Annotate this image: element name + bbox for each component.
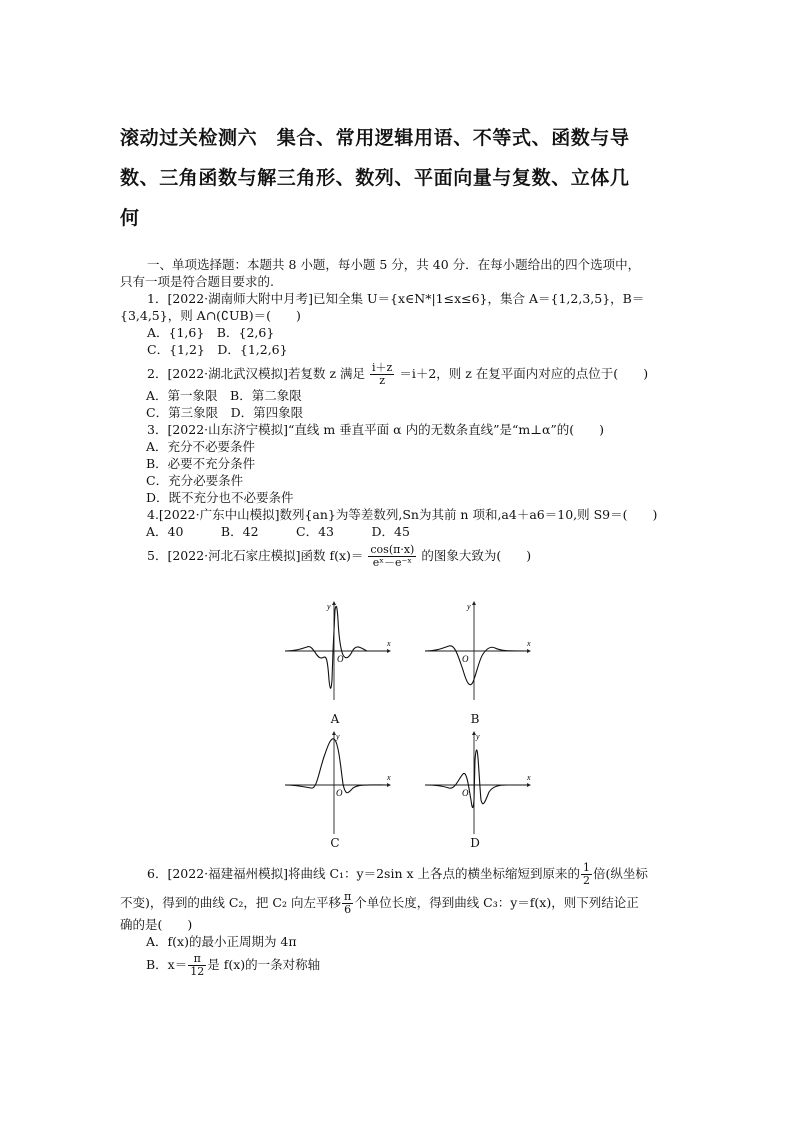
question-list — [120, 256, 687, 569]
q6-block — [120, 861, 692, 978]
graph-a-plot — [283, 600, 403, 710]
graph-c-x-arrow — [387, 783, 391, 787]
q6-option-b-suffix: 是 f(x)的一条对称轴 — [207, 957, 321, 972]
graph-c-x-label: x — [387, 773, 391, 782]
q6-half-den: 2 — [583, 874, 591, 887]
q6-pi6-num: π — [343, 890, 352, 903]
q2-fraction — [370, 362, 394, 387]
q6-fraction-pi12 — [188, 953, 206, 978]
graph-b-y-label: y — [467, 602, 471, 611]
graph-b-origin: O — [462, 654, 469, 664]
q2-options-cd: C．第三象限 D．第四象限 — [146, 405, 304, 420]
graph-d-label: D — [470, 836, 480, 850]
page-title — [120, 118, 680, 238]
q4-stem: 4.[2022·广东中山模拟]数列{an}为等差数列,Sn为其前 n 项和,a4＋a6＝10,则 S9＝( ) — [147, 507, 658, 522]
graph-a-y-label: y — [327, 602, 331, 611]
q6-line-1-suffix: 倍(纵坐标 — [593, 866, 648, 881]
graph-d-y-label: y — [476, 732, 480, 741]
graph-a-y-arrow — [332, 601, 336, 605]
graph-b-x-arrow — [527, 649, 531, 653]
q5-stem — [147, 544, 687, 569]
q6-pi12-den: 12 — [190, 965, 205, 978]
q2-options-ab: A．第一象限 B．第二象限 — [146, 388, 302, 403]
graph-d-origin: O — [462, 788, 469, 798]
q6-line-2 — [120, 891, 692, 916]
q6-option-a: A．f(x)的最小正周期为 4π — [146, 934, 297, 949]
graph-a-origin: O — [337, 654, 344, 664]
graph-b-label: B — [470, 712, 480, 726]
graph-c-origin: O — [336, 788, 343, 798]
graph-c-y-label: y — [336, 732, 340, 741]
q6-pi6-den: 6 — [344, 903, 352, 916]
graph-d-x-arrow — [527, 783, 531, 787]
q4-options: A．40 B．42 C．43 D．45 — [146, 524, 410, 539]
graph-d — [423, 730, 543, 855]
q5-fraction — [368, 544, 416, 569]
title-line-3: 何 — [120, 207, 140, 229]
graph-b-plot — [423, 600, 543, 710]
q6-line-1-prefix: 6．[2022·福建福州模拟]将曲线 C₁：y＝2sin x 上各点的横坐标缩短到原来的 — [147, 866, 581, 881]
q2-prefix: 2．[2022·湖北武汉模拟]若复数 z 满足 — [147, 366, 366, 381]
graph-c-plot — [283, 730, 403, 840]
q6-option-b-prefix: B．x＝ — [146, 957, 188, 972]
q1-options-ab: A．{1,6} B．{2,6} — [147, 325, 275, 340]
graph-b-y-arrow — [472, 601, 476, 605]
q3-stem: 3．[2022·山东济宁模拟]“直线 m 垂直平面 α 内的无数条直线”是“m⊥α”的( ) — [147, 422, 605, 437]
q1-line-2: {3,4,5}，则 A∩(∁UB)＝( ) — [120, 308, 301, 323]
graph-b-curve — [425, 646, 527, 685]
q6-half-num: 1 — [583, 861, 591, 874]
q2-frac-den: z — [379, 374, 386, 387]
graph-a-x-arrow — [387, 649, 391, 653]
graph-a-x-label: x — [387, 639, 391, 648]
q6-pi12-num: π — [188, 953, 206, 966]
q3-option-b: B．必要不充分条件 — [146, 456, 256, 471]
q5-frac-den: eˣ－e⁻ˣ — [372, 556, 412, 569]
section-heading-line-1: 一、单项选择题：本题共 8 小题，每小题 5 分，共 40 分．在每小题给出的四个选项中， — [147, 257, 641, 272]
q2-stem — [147, 362, 687, 387]
q6-line-2-prefix: 不变)，得到的曲线 C₂，把 C₂ 向左平移 — [120, 895, 341, 910]
q5-frac-num: cos(π·x) — [370, 543, 415, 556]
q5-suffix: 的图象大致为( ) — [421, 548, 532, 563]
q6-line-2-suffix: 个单位长度，得到曲线 C₃：y＝f(x)，则下列结论正 — [354, 895, 639, 910]
graph-c — [283, 730, 403, 855]
graph-a-label: A — [330, 712, 340, 726]
q3-option-c: C．充分必要条件 — [146, 473, 244, 488]
graph-d-x-label: x — [527, 773, 531, 782]
q6-fraction-half — [581, 862, 592, 887]
q1-options-cd: C．{1,2} D．{1,2,6} — [147, 342, 288, 357]
title-line-2: 数、三角函数与解三角形、数列、平面向量与复数、立体几 — [120, 167, 630, 189]
q5-graph-grid — [283, 600, 543, 850]
graph-d-plot — [423, 730, 543, 840]
q3-option-d: D．既不充分也不必要条件 — [146, 490, 294, 505]
q6-line-1 — [147, 862, 692, 887]
graph-b — [423, 600, 543, 725]
q3-option-a: A．充分不必要条件 — [146, 439, 256, 454]
graph-a-curve — [285, 606, 387, 688]
section-heading-line-2: 只有一项是符合题目要求的. — [120, 274, 274, 289]
q2-suffix: ＝i＋2，则 z 在复平面内对应的点位于( ) — [399, 366, 649, 381]
q2-frac-num: i＋z — [372, 361, 393, 374]
q6-option-b — [146, 953, 692, 978]
title-line-1: 滚动过关检测六 集合、常用逻辑用语、不等式、函数与导 — [120, 127, 630, 149]
q5-prefix: 5．[2022·河北石家庄模拟]函数 f(x)＝ — [147, 548, 364, 563]
q1-line-1: 1．[2022·湖南师大附中月考]已知全集 U＝{x∈N*|1≤x≤6}，集合 A＝{1,2,3,5}，B＝ — [147, 291, 645, 306]
graph-d-curve — [425, 750, 527, 808]
q6-line-3: 确的是( ) — [120, 917, 193, 932]
graph-c-label: C — [330, 836, 340, 850]
graph-a — [283, 600, 403, 725]
q6-fraction-pi6 — [342, 891, 353, 916]
graph-b-x-label: x — [527, 639, 531, 648]
